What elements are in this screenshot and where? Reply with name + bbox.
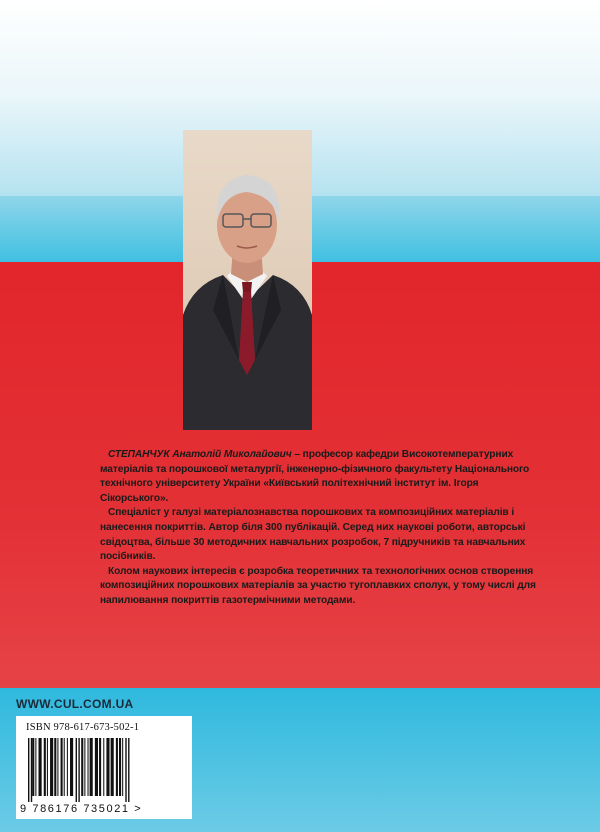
- barcode-bar: [61, 738, 63, 796]
- barcode-bar: [64, 738, 65, 796]
- barcode-bar: [90, 738, 93, 796]
- barcode-bar: [103, 738, 104, 796]
- bio-intro: – професор кафедри Високотемпературних матеріалів та порошкової металургії, інженерно-фізичного факультету Національного технічного університету України «Київський політехнічний інститут ім. Ігоря Сікорського».: [100, 449, 530, 504]
- barcode-guard-bar: [125, 738, 126, 802]
- barcode-bar: [81, 738, 83, 796]
- isbn-text: ISBN 978-617-673-502-1: [26, 722, 140, 733]
- barcode-bar: [35, 738, 36, 796]
- barcode-bar: [44, 738, 46, 796]
- barcode-bar: [32, 738, 34, 796]
- barcode-bar: [95, 738, 98, 796]
- barcode-bar: [47, 738, 48, 796]
- bio-paragraph-1: [100, 448, 540, 506]
- author-name: СТЕПАНЧУК Анатолій Миколайович: [108, 449, 292, 460]
- barcode-guard-bar: [31, 738, 32, 802]
- barcode: [24, 738, 184, 802]
- barcode-bar: [57, 738, 58, 796]
- barcode-bar: [54, 738, 56, 796]
- author-photo: [183, 130, 312, 430]
- author-bio: [100, 448, 540, 609]
- barcode-bar: [111, 738, 114, 796]
- barcode-bar: [84, 738, 85, 796]
- barcode-guard-bar: [128, 738, 129, 802]
- barcode-guard-bar: [28, 738, 29, 802]
- website-url: WWW.CUL.COM.UA: [16, 697, 134, 711]
- barcode-bar: [70, 738, 73, 796]
- bio-paragraph-3: Колом наукових інтересів є розробка теоретичних та технологічних основ створення композиційних порошкових матеріалів за участю тугоплавких сполук, у тому числі для напилювання покриттів газотермічними методами.: [100, 565, 536, 606]
- bio-paragraph-2: Спеціаліст у галузі матеріалознавства порошкових та композиційних матеріалів і нанесення покриттів. Автор біля 300 публікацій. Серед них наукові роботи, авторські свідоцтва, більше 30 методичних навчальних розробок, 7 підручників та навчальних посібників.: [100, 507, 526, 563]
- barcode-bar: [99, 738, 101, 796]
- barcode-bar: [119, 738, 121, 796]
- barcode-bar: [39, 738, 42, 796]
- barcode-guard-bar: [76, 738, 77, 802]
- barcode-bar: [50, 738, 53, 796]
- author-portrait-illustration: [183, 130, 312, 430]
- barcode-box: [16, 716, 192, 819]
- ean-digits: 9 786176 735021 >: [20, 803, 143, 815]
- barcode-bar: [88, 738, 89, 796]
- barcode-guard-bar: [78, 738, 79, 802]
- barcode-bar: [106, 738, 109, 796]
- barcode-bar: [67, 738, 68, 796]
- barcode-bar: [116, 738, 118, 796]
- barcode-bar: [122, 738, 123, 796]
